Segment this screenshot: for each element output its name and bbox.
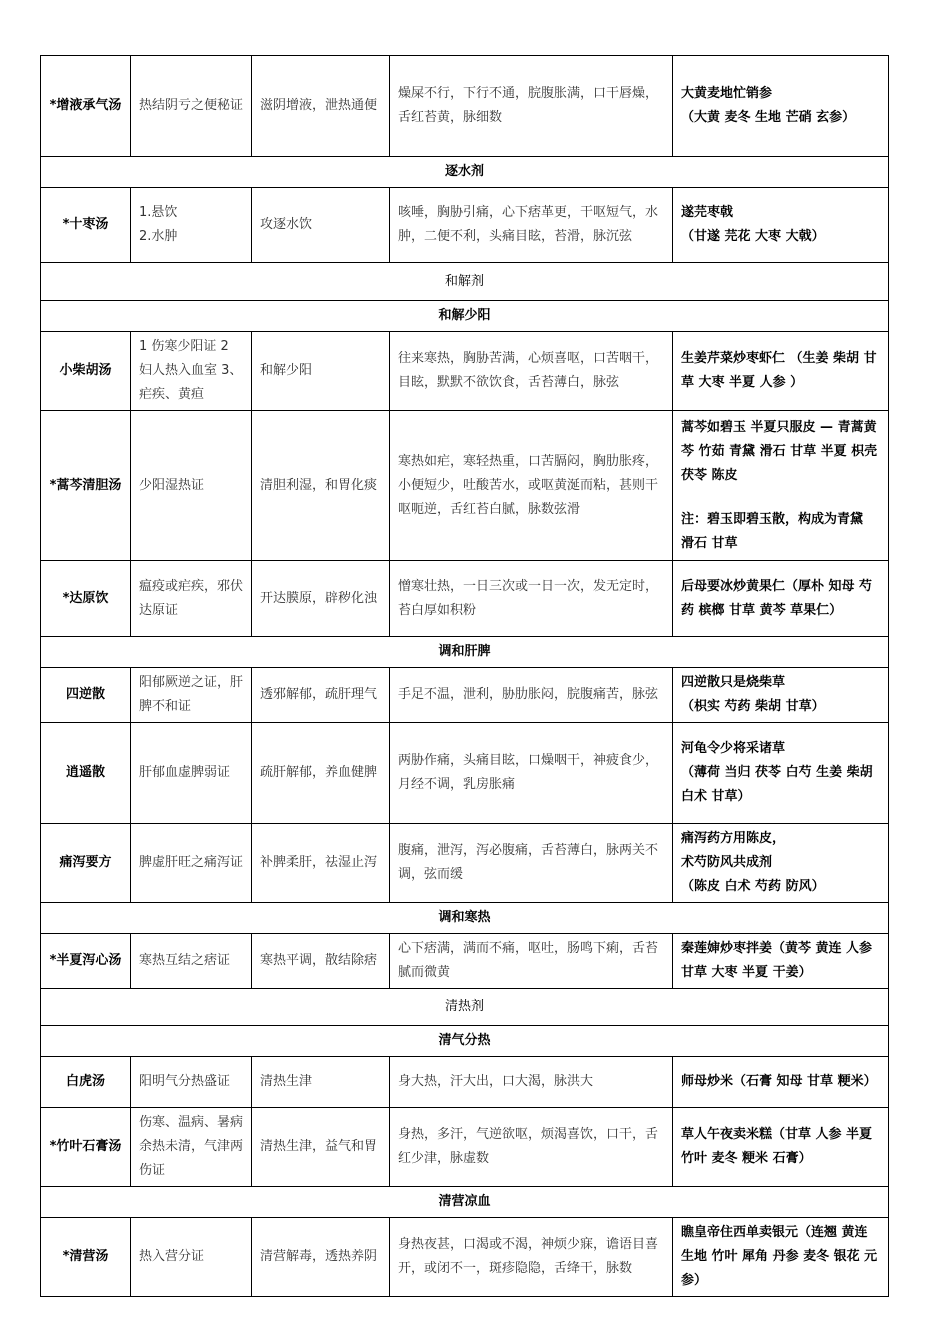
mnemonic-note: 注：碧玉即碧玉散，构成为青黛 滑石 甘草 (681, 511, 864, 551)
mnemonic-cell (673, 668, 889, 723)
symptoms-cell: 寒热如疟，寒轻热重，口苦膈闷，胸肋胀疼，小便短少，吐酸苦水，或呕黄涎而粘，甚则干呕呃逆，舌红苔白腻，脉数弦滑 (390, 411, 673, 561)
category-heading: 清热剂 (41, 989, 889, 1026)
subcategory-row (41, 1026, 889, 1057)
table-row (41, 668, 889, 723)
mnemonic-cell: 瞧皇帝住西单卖银元（连翘 黄连 生地 竹叶 犀角 丹参 麦冬 银花 元参） (673, 1218, 889, 1297)
subcategory-heading: 清营凉血 (41, 1187, 889, 1218)
spacer (681, 488, 880, 508)
table-row (41, 723, 889, 824)
subcategory-heading: 调和寒热 (41, 903, 889, 934)
table-row (41, 1108, 889, 1187)
function-cell: 疏肝解郁，养血健脾 (252, 723, 390, 824)
symptoms-cell: 两胁作痛，头痛目眩，口燥咽干，神疲食少，月经不调，乳房胀痛 (390, 723, 673, 824)
indication-cell (131, 188, 252, 263)
table-row (41, 934, 889, 989)
function-cell: 清热生津 (252, 1057, 390, 1108)
symptoms-cell: 心下痞满，满而不痛，呕吐，肠鸣下痢，舌苔腻而微黄 (390, 934, 673, 989)
indication-cell: 肝郁血虚脾弱证 (131, 723, 252, 824)
mnemonic-line: 四逆散只是烧柴草 (681, 675, 786, 690)
symptoms-cell: 咳唾，胸胁引痛，心下痞革更，干呕短气，水肿，二便不利，头痛目眩，苔滑，脉沉弦 (390, 188, 673, 263)
formula-name: *增液承气汤 (41, 56, 131, 157)
subcategory-row (41, 301, 889, 332)
symptoms-cell: 往来寒热，胸胁苦满，心烦喜呕，口苦咽干，目眩，默默不欲饮食，舌苔薄白，脉弦 (390, 332, 673, 411)
symptoms-cell: 身热，多汗，气逆欲呕，烦渴喜饮，口干，舌红少津，脉虚数 (390, 1108, 673, 1187)
mnemonic-line: （陈皮 白术 芍药 防风） (681, 879, 825, 894)
indication-cell: 阳郁厥逆之证，肝脾不和证 (131, 668, 252, 723)
indication-cell: 热入营分证 (131, 1218, 252, 1297)
table-row (41, 332, 889, 411)
function-cell: 清胆利湿，和胃化痰 (252, 411, 390, 561)
mnemonic-cell (673, 723, 889, 824)
function-cell: 寒热平调，散结除痞 (252, 934, 390, 989)
indication-line: 1.悬饮 (139, 205, 178, 220)
function-cell: 透邪解郁，疏肝理气 (252, 668, 390, 723)
formula-name: 逍遥散 (41, 723, 131, 824)
indication-cell: 瘟疫或疟疾，邪伏达原证 (131, 561, 252, 637)
mnemonic-cell: 秦莲婶炒枣拌姜（黄芩 黄连 人参 甘草 大枣 半夏 干姜） (673, 934, 889, 989)
formula-name: 小柴胡汤 (41, 332, 131, 411)
table-row (41, 411, 889, 561)
symptoms-cell: 腹痛，泄泻，泻必腹痛，舌苔薄白，脉两关不调，弦而缓 (390, 824, 673, 903)
mnemonic-line: （枳实 芍药 柴胡 甘草） (681, 699, 825, 714)
subcategory-row (41, 903, 889, 934)
mnemonic-line: （甘遂 芫花 大枣 大戟） (681, 229, 825, 244)
symptoms-cell: 身大热，汗大出，口大渴，脉洪大 (390, 1057, 673, 1108)
table-row (41, 188, 889, 263)
mnemonic-cell: 草人午夜卖米糕（甘草 人参 半夏 竹叶 麦冬 粳米 石膏） (673, 1108, 889, 1187)
category-row (41, 989, 889, 1026)
symptoms-cell: 手足不温，泄利，胁肋胀闷，脘腹痛苦，脉弦 (390, 668, 673, 723)
mnemonic-cell (673, 824, 889, 903)
mnemonic-cell (673, 188, 889, 263)
mnemonic-line: 痛泻药方用陈皮， (681, 831, 786, 846)
function-cell: 攻逐水饮 (252, 188, 390, 263)
mnemonic-cell: 师母炒米（石膏 知母 甘草 粳米） (673, 1057, 889, 1108)
function-cell: 清热生津，益气和胃 (252, 1108, 390, 1187)
subcategory-row (41, 1187, 889, 1218)
category-heading: 和解剂 (41, 263, 889, 301)
mnemonic-line: （大黄 麦冬 生地 芒硝 玄参） (681, 110, 856, 125)
mnemonic-line: 大黄麦地忙销参 (681, 86, 773, 101)
mnemonic-line: 遂芫枣戟 (681, 205, 734, 220)
subcategory-heading: 调和肝脾 (41, 637, 889, 668)
formula-name: 痛泻要方 (41, 824, 131, 903)
formula-table (40, 55, 889, 1297)
indication-cell: 少阳湿热证 (131, 411, 252, 561)
mnemonic-cell: 后母要冰炒黄果仁（厚朴 知母 芍药 槟榔 甘草 黄芩 草果仁） (673, 561, 889, 637)
category-row (41, 263, 889, 301)
subcategory-heading: 和解少阳 (41, 301, 889, 332)
mnemonic-cell (673, 56, 889, 157)
formula-name: *清营汤 (41, 1218, 131, 1297)
mnemonic-line: （薄荷 当归 茯苓 白芍 生姜 柴胡 白术 甘草） (681, 765, 873, 804)
indication-cell: 阳明气分热盛证 (131, 1057, 252, 1108)
indication-cell: 热结阴亏之便秘证 (131, 56, 252, 157)
indication-cell: 1 伤寒少阳证 2 妇人热入血室 3、疟疾、黄疸 (131, 332, 252, 411)
formula-name: 四逆散 (41, 668, 131, 723)
formula-name: *蒿芩清胆汤 (41, 411, 131, 561)
symptoms-cell: 身热夜甚，口渴或不渴，神烦少寐，谵语目喜开，或闭不一，斑疹隐隐，舌绛干，脉数 (390, 1218, 673, 1297)
indication-cell: 脾虚肝旺之痛泻证 (131, 824, 252, 903)
mnemonic-line: 蒿芩如碧玉 半夏只服皮 — 青蒿黄芩 竹茹 青黛 滑石 甘草 半夏 枳壳 茯苓 陈皮 (681, 419, 878, 483)
symptoms-cell: 燥屎不行，下行不通，脘腹胀满，口干唇燥，舌红苔黄，脉细数 (390, 56, 673, 157)
formula-name: *达原饮 (41, 561, 131, 637)
function-cell: 开达膜原，辟秽化浊 (252, 561, 390, 637)
function-cell: 和解少阳 (252, 332, 390, 411)
subcategory-heading: 清气分热 (41, 1026, 889, 1057)
table-row (41, 1057, 889, 1108)
function-cell: 滋阴增液，泄热通便 (252, 56, 390, 157)
mnemonic-line: 术芍防风共成剂 (681, 855, 773, 870)
function-cell: 清营解毒，透热养阴 (252, 1218, 390, 1297)
formula-name: *竹叶石膏汤 (41, 1108, 131, 1187)
indication-line: 2.水肿 (139, 229, 178, 244)
symptoms-cell: 憎寒壮热，一日三次或一日一次，发无定时，苔白厚如积粉 (390, 561, 673, 637)
subcategory-row (41, 157, 889, 188)
table-row (41, 1218, 889, 1297)
subcategory-heading: 逐水剂 (41, 157, 889, 188)
subcategory-row (41, 637, 889, 668)
table-row (41, 824, 889, 903)
formula-name: *半夏泻心汤 (41, 934, 131, 989)
indication-cell: 寒热互结之痞证 (131, 934, 252, 989)
table-row (41, 56, 889, 157)
mnemonic-cell: 生姜芹菜炒枣虾仁 （生姜 柴胡 甘草 大枣 半夏 人参 ） (673, 332, 889, 411)
table-row (41, 561, 889, 637)
function-cell: 补脾柔肝，祛湿止泻 (252, 824, 390, 903)
indication-cell: 伤寒、温病、暑病余热未清，气津两伤证 (131, 1108, 252, 1187)
mnemonic-cell (673, 411, 889, 561)
formula-name: 白虎汤 (41, 1057, 131, 1108)
mnemonic-line: 河龟令少将采诸草 (681, 741, 786, 756)
formula-name: *十枣汤 (41, 188, 131, 263)
